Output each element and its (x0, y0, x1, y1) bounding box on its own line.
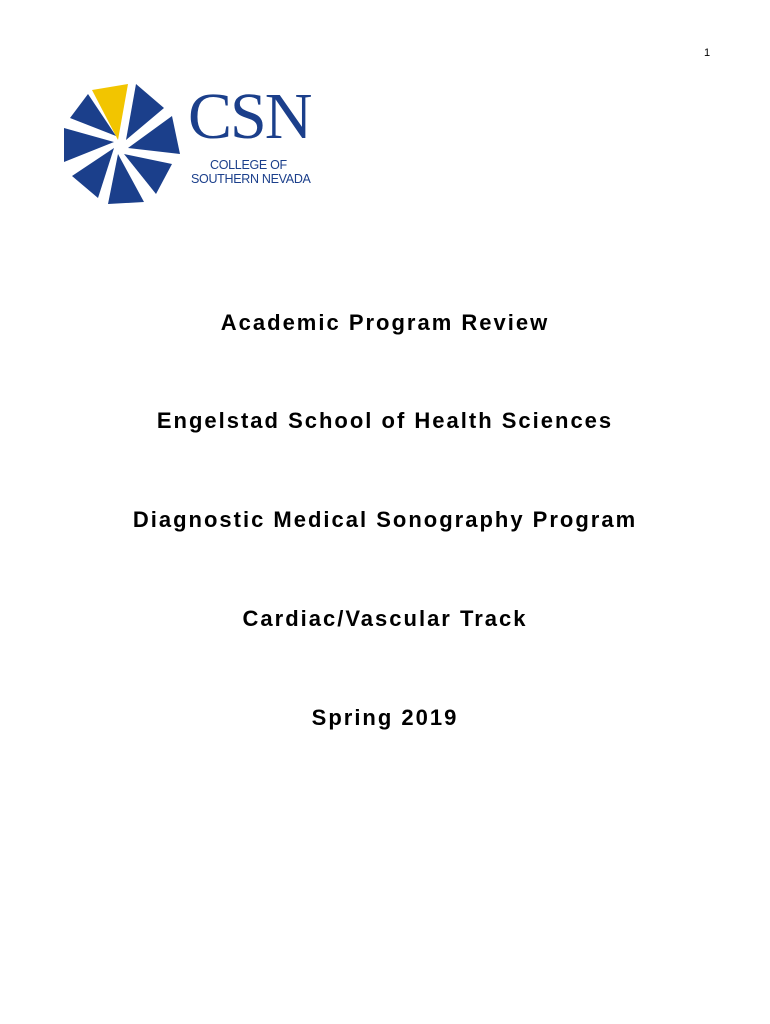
logo-text-line-2: SOUTHERN NEVADA (191, 172, 311, 186)
page-number: 1 (704, 47, 711, 59)
logo-abbreviation: CSN (188, 80, 311, 153)
term: Spring 2019 (311, 705, 459, 730)
csn-logo (60, 80, 330, 205)
star-logo-icon (60, 80, 185, 205)
logo-text-line-1: COLLEGE OF (210, 158, 287, 172)
school-name: Engelstad School of Health Sciences (156, 408, 614, 433)
track-name: Cardiac/Vascular Track (242, 606, 528, 631)
program-name: Diagnostic Medical Sonography Program (132, 507, 638, 532)
document-title: Academic Program Review (220, 310, 550, 335)
